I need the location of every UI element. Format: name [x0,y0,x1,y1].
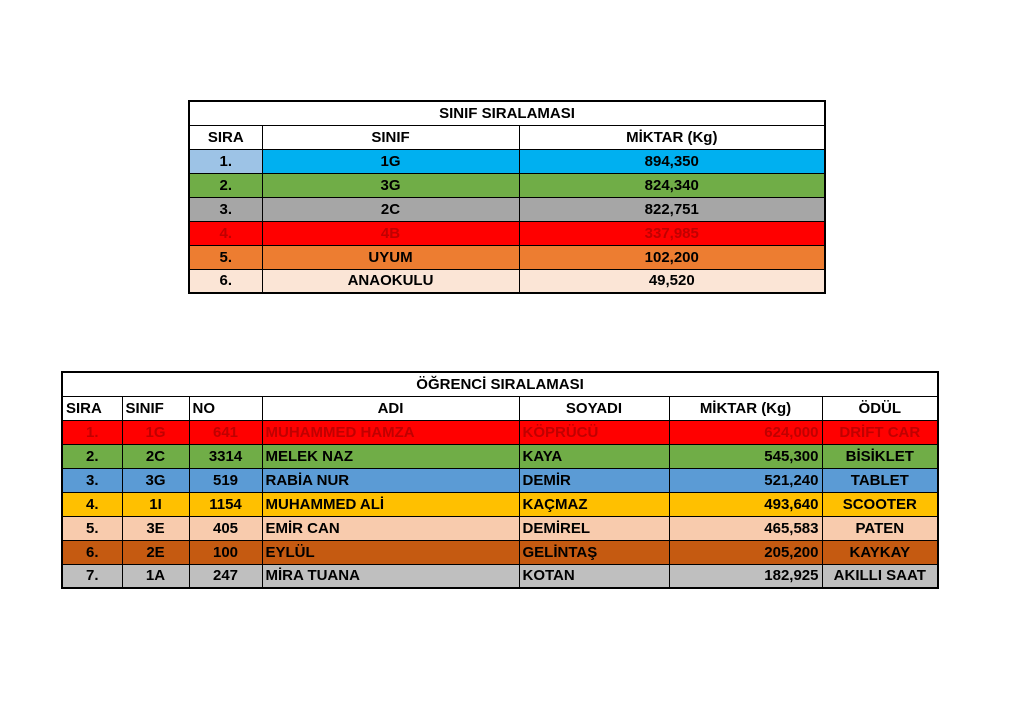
class-amount-cell: 824,340 [519,173,825,197]
header-amount: MİKTAR (Kg) [669,396,822,420]
student-table-row [62,420,938,444]
student-amount-cell: 493,640 [669,492,822,516]
student-surname-cell: KAYA [519,444,669,468]
student-amount-cell: 624,000 [669,420,822,444]
student-rank-cell: 1. [62,420,122,444]
class-name-cell: 1G [262,149,519,173]
header-rank: SIRA [189,125,262,149]
student-name-cell: EMİR CAN [262,516,519,540]
header-class: SINIF [262,125,519,149]
student-class-cell: 2E [122,540,189,564]
student-class-cell: 3G [122,468,189,492]
student-rank-cell: 5. [62,516,122,540]
student-table-row [62,492,938,516]
student-amount-cell: 521,240 [669,468,822,492]
class-name-cell: 2C [262,197,519,221]
student-prize-cell: KAYKAY [822,540,938,564]
student-table-title: ÖĞRENCİ SIRALAMASI [62,372,938,396]
student-prize-cell: TABLET [822,468,938,492]
student-name-cell: MİRA TUANA [262,564,519,588]
class-table-row [189,173,825,197]
student-amount-cell: 182,925 [669,564,822,588]
student-no-cell: 641 [189,420,262,444]
class-rank-cell: 2. [189,173,262,197]
student-no-cell: 247 [189,564,262,588]
header-name: ADI [262,396,519,420]
class-amount-cell: 102,200 [519,245,825,269]
student-rank-cell: 2. [62,444,122,468]
class-table-row [189,197,825,221]
class-table-row [189,149,825,173]
student-amount-cell: 545,300 [669,444,822,468]
class-amount-cell: 822,751 [519,197,825,221]
student-ranking-table [61,371,939,589]
student-rank-cell: 7. [62,564,122,588]
student-amount-cell: 465,583 [669,516,822,540]
student-surname-cell: GELİNTAŞ [519,540,669,564]
student-rank-cell: 3. [62,468,122,492]
class-table-row [189,269,825,293]
student-table-row [62,444,938,468]
class-name-cell: 3G [262,173,519,197]
student-table-header-row [62,396,938,420]
student-class-cell: 1I [122,492,189,516]
header-surname: SOYADI [519,396,669,420]
class-table-row [189,221,825,245]
student-table-row [62,540,938,564]
class-table-title-row [189,101,825,125]
student-class-cell: 1G [122,420,189,444]
student-no-cell: 1154 [189,492,262,516]
student-table-row [62,564,938,588]
student-rank-cell: 6. [62,540,122,564]
student-surname-cell: DEMİR [519,468,669,492]
student-name-cell: MUHAMMED ALİ [262,492,519,516]
student-no-cell: 3314 [189,444,262,468]
header-no: NO [189,396,262,420]
student-rank-cell: 4. [62,492,122,516]
header-prize: ÖDÜL [822,396,938,420]
student-surname-cell: KOTAN [519,564,669,588]
header-rank: SIRA [62,396,122,420]
class-amount-cell: 49,520 [519,269,825,293]
class-amount-cell: 894,350 [519,149,825,173]
class-rank-cell: 3. [189,197,262,221]
student-class-cell: 1A [122,564,189,588]
student-surname-cell: KAÇMAZ [519,492,669,516]
student-table-title-row [62,372,938,396]
student-prize-cell: SCOOTER [822,492,938,516]
class-ranking-table [188,100,826,294]
student-amount-cell: 205,200 [669,540,822,564]
student-class-cell: 2C [122,444,189,468]
header-class: SINIF [122,396,189,420]
student-name-cell: MUHAMMED HAMZA [262,420,519,444]
class-rank-cell: 1. [189,149,262,173]
student-class-cell: 3E [122,516,189,540]
student-name-cell: MELEK NAZ [262,444,519,468]
student-name-cell: RABİA NUR [262,468,519,492]
class-rank-cell: 4. [189,221,262,245]
class-rank-cell: 5. [189,245,262,269]
class-amount-cell: 337,985 [519,221,825,245]
student-surname-cell: KÖPRÜCÜ [519,420,669,444]
class-rank-cell: 6. [189,269,262,293]
class-name-cell: ANAOKULU [262,269,519,293]
class-table-title: SINIF SIRALAMASI [189,101,825,125]
student-table-row [62,468,938,492]
header-amount: MİKTAR (Kg) [519,125,825,149]
student-surname-cell: DEMİREL [519,516,669,540]
class-table-row [189,245,825,269]
student-no-cell: 519 [189,468,262,492]
student-no-cell: 405 [189,516,262,540]
student-prize-cell: PATEN [822,516,938,540]
student-no-cell: 100 [189,540,262,564]
class-name-cell: 4B [262,221,519,245]
student-prize-cell: BİSİKLET [822,444,938,468]
class-table-header-row [189,125,825,149]
student-prize-cell: DRİFT CAR [822,420,938,444]
student-table-row [62,516,938,540]
class-name-cell: UYUM [262,245,519,269]
student-name-cell: EYLÜL [262,540,519,564]
student-prize-cell: AKILLI SAAT [822,564,938,588]
